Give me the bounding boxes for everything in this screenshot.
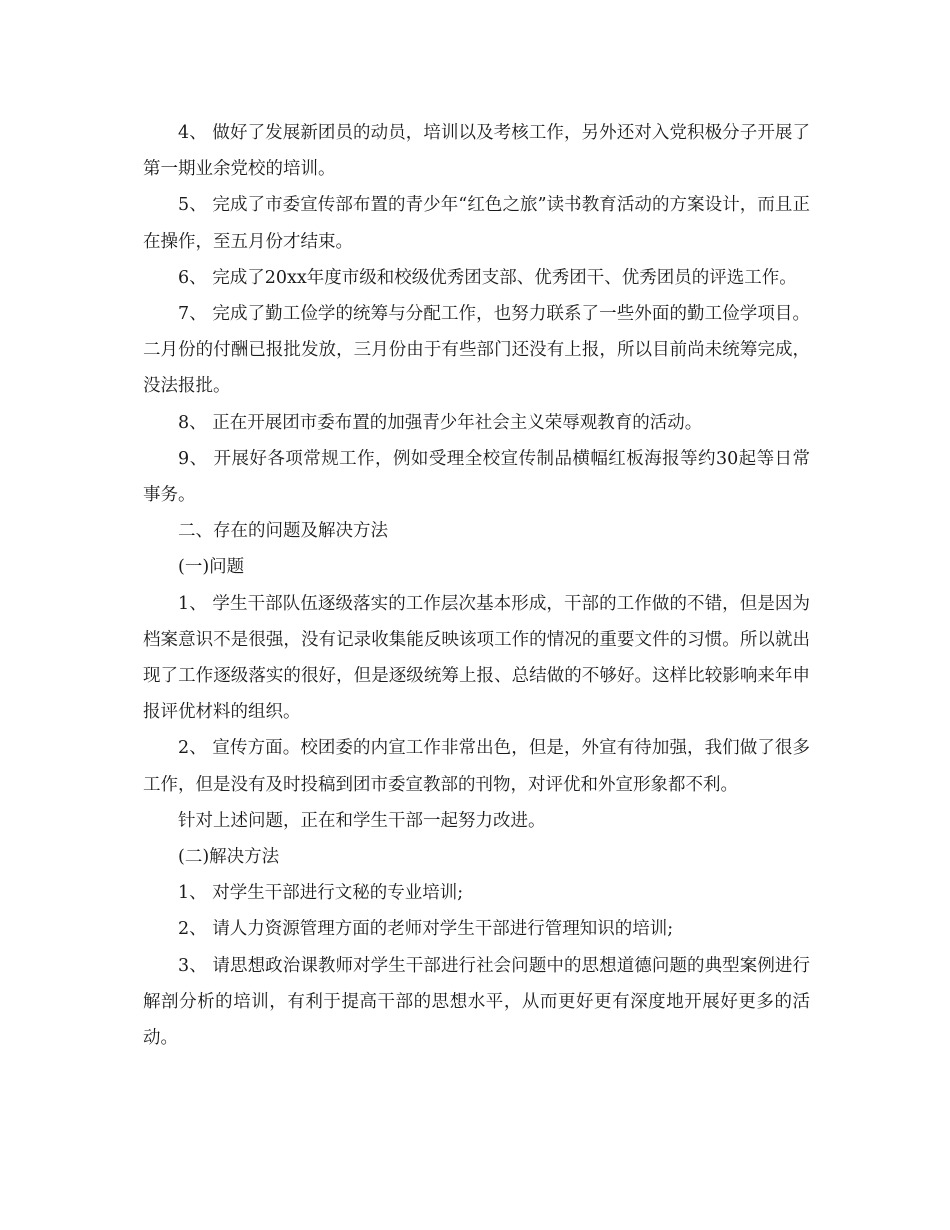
document-body — [143, 115, 810, 1056]
section-heading-problems-solutions: 二、存在的问题及解决方法 — [178, 521, 388, 542]
solution-item-3: 3、 请思想政治课教师对学生干部进行社会问题中的思想道德问题的典型案例进行解剖分析的培训，有利于提高干部的思想水平，从而更好更有深度地开展好更多的活动。 — [143, 955, 810, 1049]
problem-item-1: 1、 学生干部队伍逐级落实的工作层次基本形成，干部的工作做的不错，但是因为档案意识不是很强，没有记录收集能反映该项工作的情况的重要文件的习惯。所以就出现了工作逐级落实的很好，但是逐级统筹上报、总结做的不够好。这样比较影响来年申报评优材料的组织。 — [143, 593, 810, 723]
paragraph-item-9: 9、 开展好各项常规工作，例如受理全校宣传制品横幅红板海报等约30起等日常事务。 — [143, 448, 810, 506]
solution-item-2: 2、 请人力资源管理方面的老师对学生干部进行管理知识的培训; — [178, 919, 674, 940]
paragraph-item-5: 5、 完成了市委宣传部布置的青少年“红色之旅”读书教育活动的方案设计，而且正在操作，至五月份才结束。 — [143, 195, 810, 252]
problems-summary: 针对上述问题，正在和学生干部一起努力改进。 — [178, 810, 546, 831]
paragraph-item-8: 8、 正在开展团市委布置的加强青少年社会主义荣辱观教育的活动。 — [178, 412, 703, 433]
solution-item-1: 1、 对学生干部进行文秘的专业培训; — [178, 883, 464, 904]
paragraph-item-6: 6、 完成了20xx年度市级和校级优秀团支部、优秀团干、优秀团员的评选工作。 — [178, 267, 797, 288]
paragraph-item-4: 4、 做好了发展新团员的动员，培训以及考核工作，另外还对入党积极分子开展了第一期业余党校的培训。 — [143, 123, 810, 180]
problem-item-2: 2、 宣传方面。校团委的内宣工作非常出色，但是，外宣有待加强，我们做了很多工作，但是没有及时投稿到团市委宣教部的刊物，对评优和外宣形象都不利。 — [143, 738, 810, 795]
subheading-problems: (一)问题 — [178, 557, 245, 578]
paragraph-item-7: 7、 完成了勤工俭学的统筹与分配工作，也努力联系了一些外面的勤工俭学项目。二月份的付酬已报批发放，三月份由于有些部门还没有上报，所以目前尚未统筹完成，没法报批。 — [143, 304, 810, 397]
subheading-solutions: (二)解决方法 — [178, 847, 280, 868]
